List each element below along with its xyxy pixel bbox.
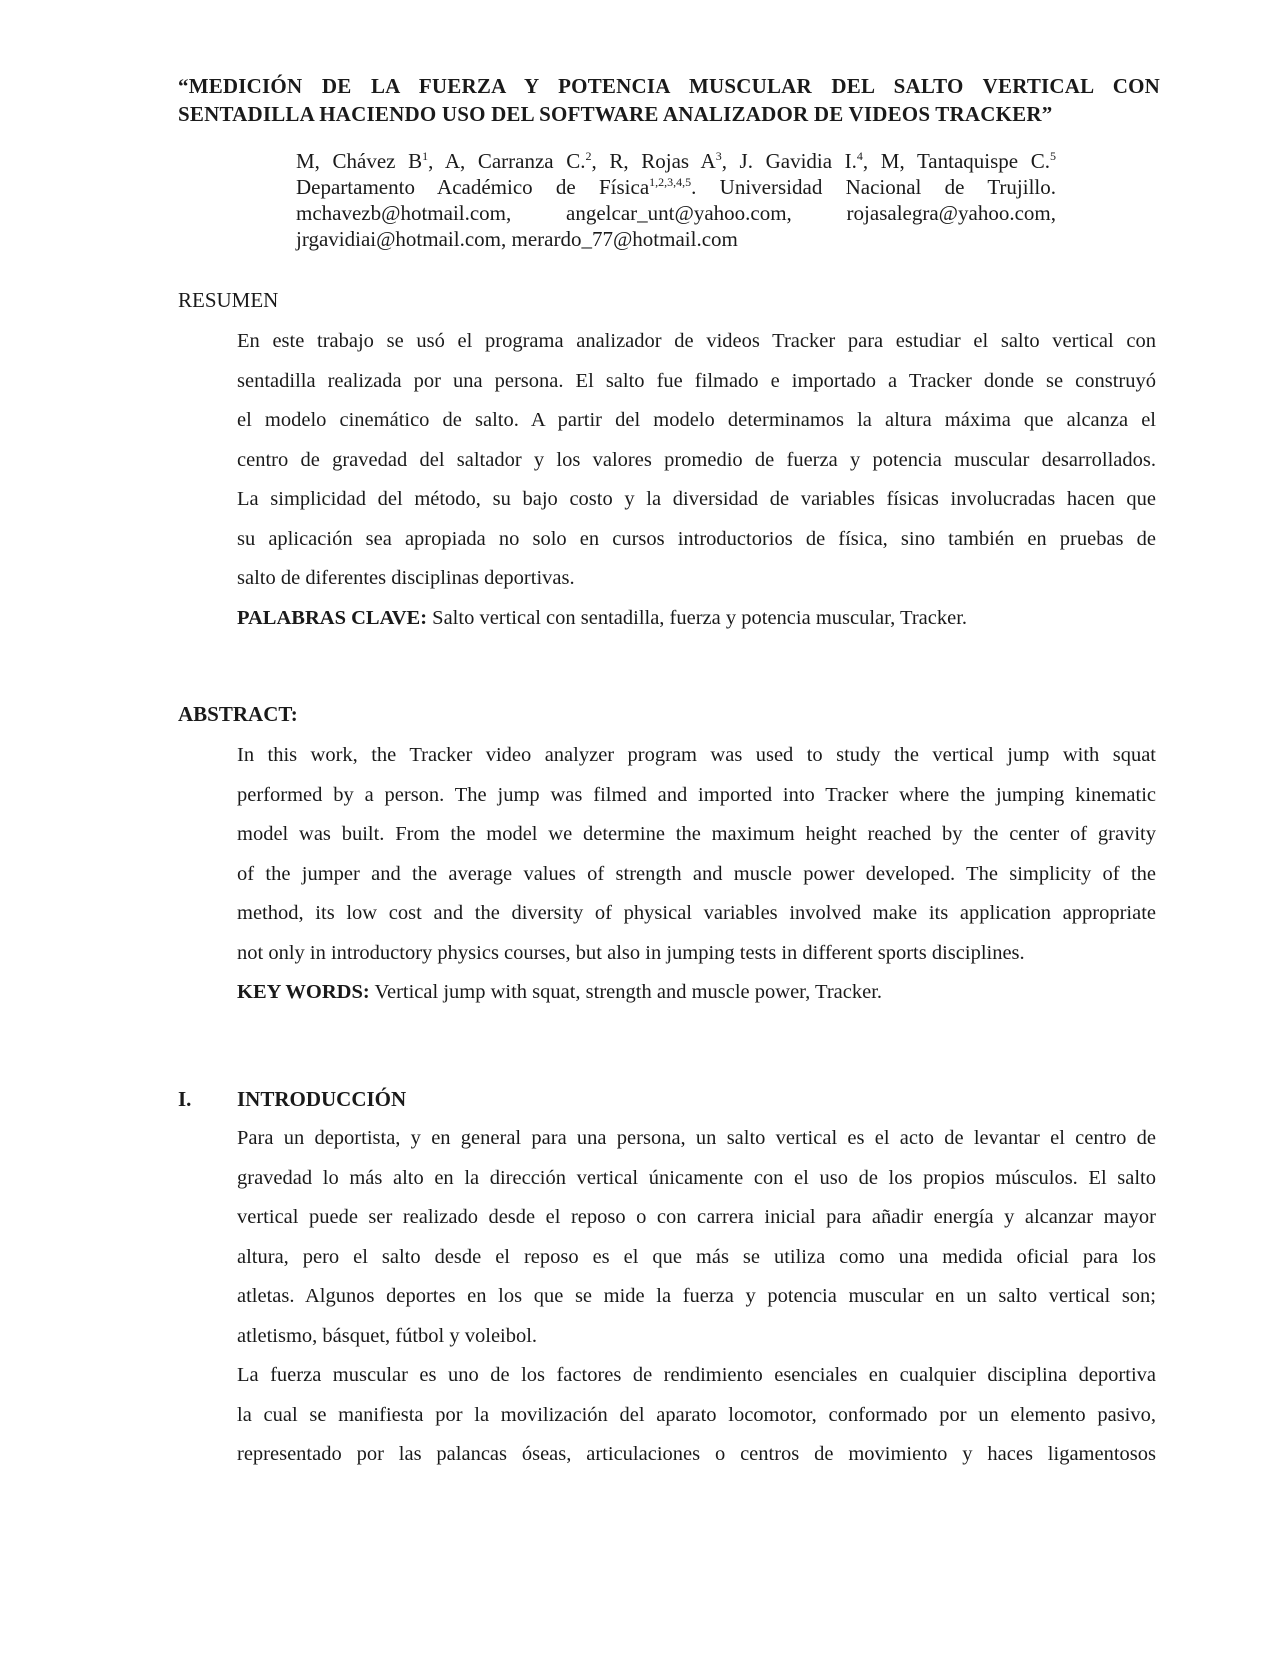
paper-title bbox=[178, 72, 1160, 128]
resumen-line: La simplicidad del método, su bajo costo y la diversidad de variables físicas involucradas hacen que bbox=[237, 488, 1156, 510]
intro-line: la cual se manifiesta por la movilización del aparato locomotor, conformado por un elemento pasivo, bbox=[237, 1403, 1156, 1426]
resumen-line: su aplicación sea apropiada no solo en cursos introductorios de física, sino también en pruebas de bbox=[237, 527, 1156, 550]
intro-line: representado por las palancas óseas, articulaciones o centros de movimiento y haces ligamentosos bbox=[237, 1443, 1156, 1465]
intro-line: altura, pero el salto desde el reposo es el que más se utiliza como una medida oficial para los bbox=[237, 1245, 1156, 1268]
resumen-line: En este trabajo se usó el programa analizador de videos Tracker para estudiar el salto vertical con bbox=[237, 330, 1156, 352]
resumen-heading: RESUMEN bbox=[178, 288, 279, 312]
resumen-body bbox=[237, 322, 1156, 638]
intro-heading: INTRODUCCIÓN bbox=[237, 1087, 407, 1111]
abstract-line: not only in introductory physics courses, but also in jumping tests in different sports disciplines. bbox=[237, 941, 1025, 964]
abstract-line: model was built. From the model we determine the maximum height reached by the center of gravity bbox=[237, 823, 1156, 845]
intro-line: atletas. Algunos deportes en los que se mide la fuerza y potencia muscular en un salto vertical son; bbox=[237, 1285, 1156, 1307]
intro-line: Para un deportista, y en general para una persona, un salto vertical es el acto de levantar el centro de bbox=[237, 1127, 1156, 1149]
resumen-line: centro de gravedad del saltador y los valores promedio de fuerza y potencia muscular desarrollados. bbox=[237, 448, 1156, 471]
abstract-line: method, its low cost and the diversity of physical variables involved make its application appropriate bbox=[237, 902, 1156, 924]
title-line-2: SENTADILLA HACIENDO USO DEL SOFTWARE ANALIZADOR DE VIDEOS TRACKER” bbox=[178, 102, 1053, 126]
abstract-line: In this work, the Tracker video analyzer program was used to study the vertical jump with squat bbox=[237, 744, 1156, 766]
abstract-heading: ABSTRACT: bbox=[178, 702, 298, 726]
abstract-line: of the jumper and the average values of strength and muscle power developed. The simplicity of the bbox=[237, 862, 1156, 885]
author-names: M, Chávez $B^1$, A, Carranza C.$^2$, R, Rojas $A^3$, J. Gavidia I.$^4$, M, Tantaquispe C.$^5$ bbox=[296, 149, 1056, 173]
resumen-keywords: PALABRAS CLAVE: Salto vertical con sentadilla, fuerza y potencia muscular, Tracker. bbox=[237, 606, 968, 629]
intro-line: vertical puede ser realizado desde el reposo o con carrera inicial para añadir energía y alcanzar mayor bbox=[237, 1206, 1156, 1228]
abstract-keywords: KEY WORDS: Vertical jump with squat, strength and muscle power, Tracker. bbox=[237, 981, 883, 1003]
author-block bbox=[296, 148, 1056, 252]
abstract-body bbox=[237, 736, 1156, 1013]
title-line-1: “MEDICIÓN DE LA FUERZA Y POTENCIA MUSCULAR DEL SALTO VERTICAL CON bbox=[178, 74, 1160, 98]
abstract-line: performed by a person. The jump was filmed and imported into Tracker where the jumping kinematic bbox=[237, 783, 1156, 806]
affiliation: Departamento Académico de Física$^{1,2,3,4,5}$. Universidad Nacional de Trujillo. bbox=[296, 175, 1056, 199]
section-number: I. bbox=[178, 1087, 192, 1111]
emails-line-1: mchavezb@hotmail.com, angelcar_unt@yahoo.com, rojasalegra@yahoo.com, bbox=[296, 201, 1056, 225]
intro-body bbox=[237, 1119, 1156, 1475]
resumen-line: el modelo cinemático de salto. A partir del modelo determinamos la altura máxima que alcanza el bbox=[237, 409, 1156, 431]
resumen-line: sentadilla realizada por una persona. El salto fue filmado e importado a Tracker donde se construyó bbox=[237, 369, 1156, 392]
intro-line: atletismo, básquet, fútbol y voleibol. bbox=[237, 1324, 538, 1347]
intro-line: La fuerza muscular es uno de los factores de rendimiento esenciales en cualquier disciplina deportiva bbox=[237, 1364, 1156, 1386]
intro-line: gravedad lo más alto en la dirección vertical únicamente con el uso de los propios músculos. El salto bbox=[237, 1166, 1156, 1189]
resumen-line: salto de diferentes disciplinas deportivas. bbox=[237, 567, 575, 589]
emails-line-2: jrgavidiai@hotmail.com, merardo_77@hotmail.com bbox=[296, 227, 738, 251]
